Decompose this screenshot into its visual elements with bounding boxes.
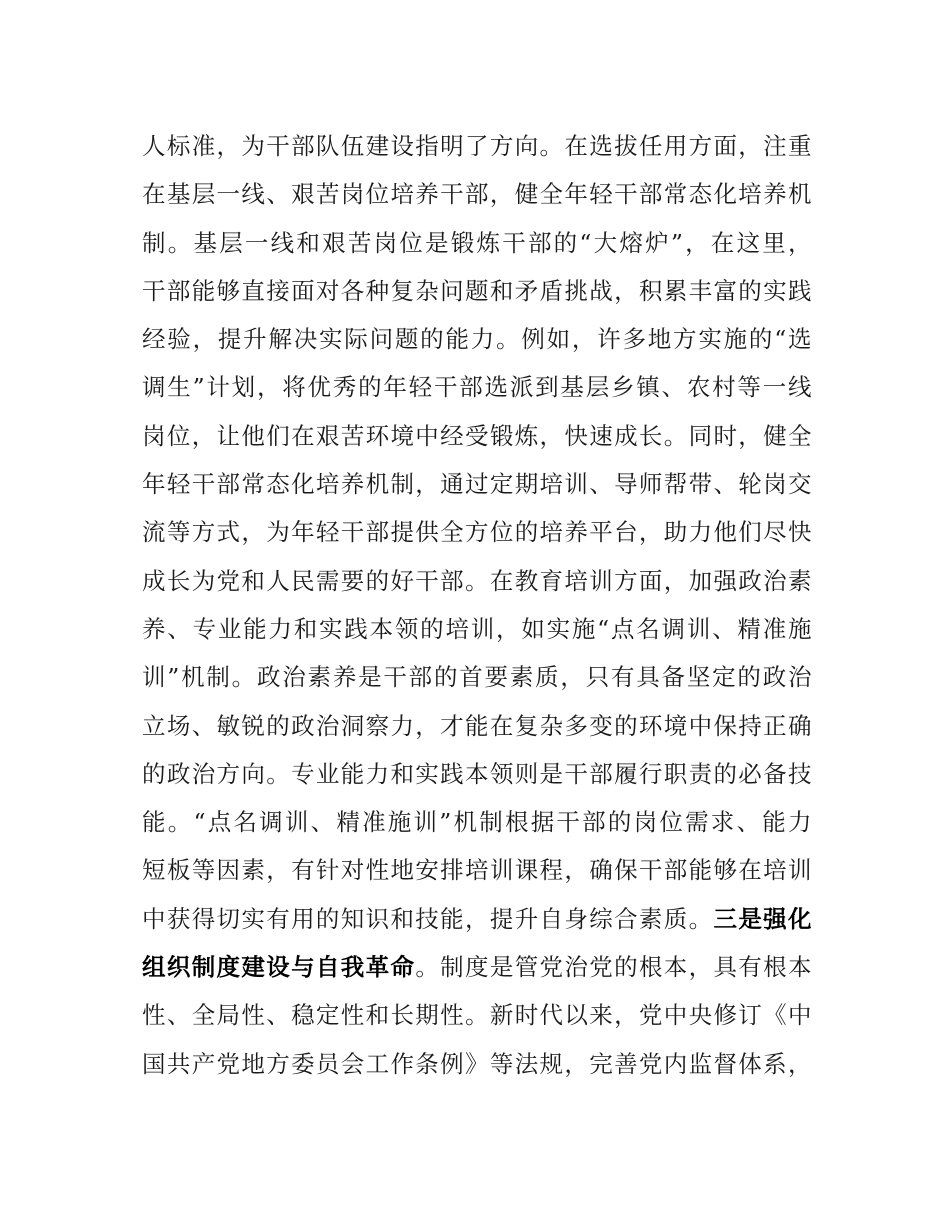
text-line-4: 干部能够直接面对各种复杂问题和矛盾挑战，积累丰富的实践 [142,276,812,305]
text-line-18 [142,943,812,991]
text-line-5: 经验，提升解决实际问题的能力。例如，许多地方实施的“选 [142,325,812,354]
body-text [142,122,812,1088]
text-line-1: 人标准，为干部队伍建设指明了方向。在选拔任用方面，注重 [142,132,812,160]
text-line-14: 的政治方向。专业能力和实践本领则是干部履行职责的必备技 [142,759,812,788]
text-line-6: 调生”计划，将优秀的年轻干部选派到基层乡镇、农村等一线 [142,373,812,402]
text-line-13: 立场、敏锐的政治洞察力，才能在复杂多变的环境中保持正确 [142,711,812,740]
text-line-7: 岗位，让他们在艰苦环境中经受锻炼，快速成长。同时，健全 [142,421,812,450]
text-line-19: 性、全局性、稳定性和长期性。新时代以来，党中央修订《中 [142,1001,812,1030]
text-line-16: 短板等因素，有针对性地安排培训课程，确保干部能够在培训 [142,856,812,885]
text-line-12: 训”机制。政治素养是干部的首要素质，只有具备坚定的政治 [142,663,812,692]
text-line-2: 在基层一线、艰苦岗位培养干部，健全年轻干部常态化培养机 [142,180,812,209]
text-line-8: 年轻干部常态化培养机制，通过定期培训、导师帮带、轮岗交 [142,470,812,499]
text-line-15: 能。“点名调训、精准施训”机制根据干部的岗位需求、能力 [142,808,812,837]
section-heading-start: 三是强化 [713,904,813,933]
text-line-10: 成长为党和人民需要的好干部。在教育培训方面，加强政治素 [142,566,812,595]
text-line-9: 流等方式，为年轻干部提供全方位的培养平台，助力他们尽快 [142,518,812,547]
text-line-3: 制。基层一线和艰苦岗位是锻炼干部的“大熔炉”，在这里， [142,228,812,257]
text-line-20: 国共产党地方委员会工作条例》等法规，完善党内监督体系， [142,1049,812,1078]
section-heading-end: 组织制度建设与自我革命 [142,953,416,982]
text-line-18-normal: 。制度是管党治党的根本，具有根本 [415,953,813,982]
text-line-17-normal: 中获得切实有用的知识和技能，提升自身综合素质。 [142,904,714,933]
text-line-17 [142,895,812,943]
text-line-11: 养、专业能力和实践本领的培训，如实施“点名调训、精准施 [142,614,812,643]
